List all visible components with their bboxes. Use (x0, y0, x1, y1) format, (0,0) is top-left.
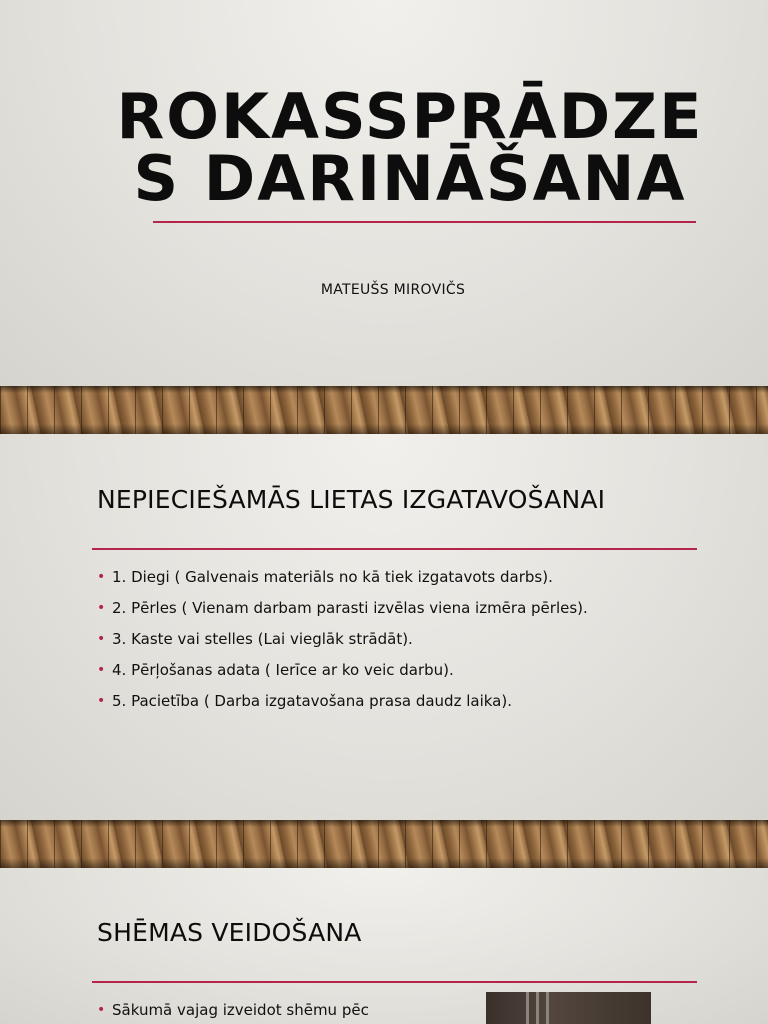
bracelet-photo (486, 992, 651, 1024)
slide-heading-materials: NEPIECIEŠAMĀS LIETAS IZGATAVOŠANAI (97, 485, 606, 514)
slide-materials (0, 434, 768, 820)
list-item: • 1. Diegi ( Galvenais materiāls no kā tiek izgatavots darbs). (97, 562, 588, 593)
list-item: • 2. Pērles ( Vienam darbam parasti izvēlas viena izmēra pērles). (97, 593, 588, 624)
list-item: • 5. Pacietība ( Darba izgatavošana prasa daudz laika). (97, 686, 588, 717)
author-name: MATEUŠS MIROVIČS (320, 282, 466, 298)
heading-divider (92, 981, 697, 983)
slide-heading-scheme: SHĒMAS VEIDOŠANA (97, 918, 362, 947)
materials-list (97, 562, 588, 717)
wood-floor-divider (0, 386, 768, 434)
slide-title (0, 0, 768, 386)
heading-divider (92, 548, 697, 550)
title-line-2: S DARINĀŠANA (133, 142, 687, 215)
scheme-list (97, 995, 369, 1024)
title-divider (153, 221, 696, 223)
presentation-title (100, 80, 720, 215)
list-item: • 3. Kaste vai stelles (Lai vieglāk strādāt). (97, 624, 588, 655)
wood-floor-divider (0, 820, 768, 868)
slide-scheme (0, 868, 768, 1024)
title-line-1: ROKASSPRĀDZE (116, 80, 704, 153)
list-item: • Sākumā vajag izveidot shēmu pēc (97, 995, 369, 1024)
list-item: • 4. Pērļošanas adata ( Ierīce ar ko veic darbu). (97, 655, 588, 686)
